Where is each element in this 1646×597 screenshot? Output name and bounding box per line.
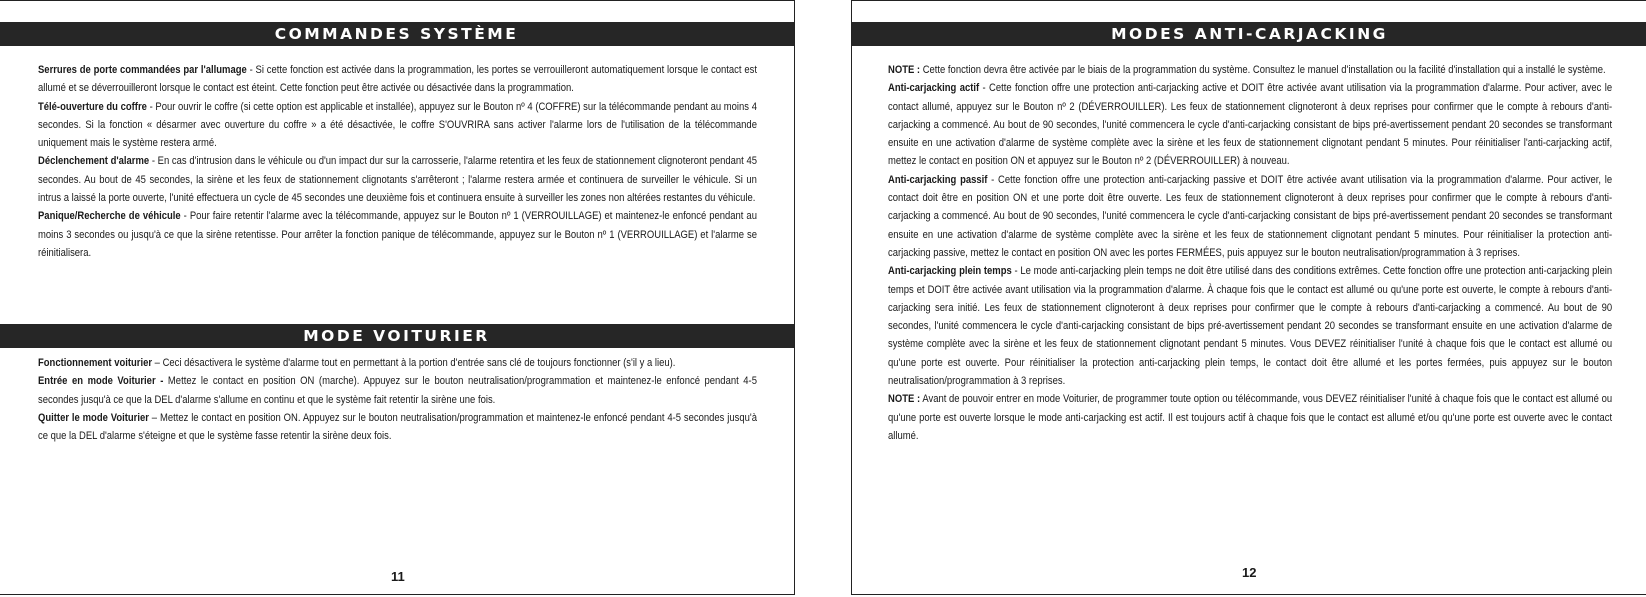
body-text: - Pour ouvrir le coffre (si cette option est applicable et installée), appuyez sur le Bouton nº 4 (COFFRE) sur la télécommande pendant au moins 4 secondes. Si la fonction « désarmer avec ouverture du coffre » a été désactivée, le coffre S'OUVRIRA sans activer l'alarme lors de l'utilisation de la télécommande uniquement mais le système restera armé. <box>38 100 757 150</box>
term: Télé-ouverture du coffre <box>38 100 147 113</box>
anti-carjacking-section <box>888 61 1612 445</box>
body-text: - Cette fonction offre une protection anti-carjacking passive et DOIT être activée avant utilisation via la programmation d'alarme. Pour activer, le contact doit être en position ON et une porte doit être ouverte. Les feux de stationnement clignoteront à deux reprises pour confirmer que le compte à rebours d'anti-carjacking a commencé. Au bout de 90 secondes, l'unité commencera le cycle d'anti-carjacking consistant de bips pré-avertissement pendant 20 secondes se transformant ensuite en une activation d'alarme de système complète avec la sirène et les feux de stationnement clignotant pendant 5 minutes. Pour réinitialiser la protection anti-carjacking passive, mettez le contact en position ON avec les portes FERMÉES, puis appuyez sur le bouton neutralisation/programmation à 3 reprises. <box>888 173 1613 259</box>
term: Entrée en mode Voiturier - <box>38 375 164 388</box>
term: Anti-carjacking plein temps <box>888 265 1012 278</box>
anti-carjacking-header: MODES ANTI-CARJACKING <box>852 22 1646 46</box>
term: Fonctionnement voiturier <box>38 357 153 369</box>
paragraph-plein-temps <box>888 262 1612 390</box>
paragraph-panique <box>38 207 757 262</box>
paragraph-passif <box>888 171 1612 262</box>
body-text: - En cas d'intrusion dans le véhicule ou d'un impact dur sur la carrosserie, l'alarme retentira et les feux de stationnement clignoteront pendant 45 secondes. Au bout de 45 secondes, la sirène et les feux de stationnement clignotants s'arrêteront ; l'alarme restera armée et continuera de surveiller le véhicule. Si un intrus a laissé la porte ouverte, l'unité effectuera un cycle de 45 secondes une deuxième fois et continuera ensuite à surveiller les zones non altérées restantes du véhicule. <box>38 155 757 205</box>
page-number: 11 <box>391 569 405 584</box>
body-text: Mettez le contact en position ON (marche). Appuyez sur le bouton neutralisation/programmation et maintenez-le enfoncé pendant 4-5 secondes jusqu'à ce que la DEL d'alarme s'allume en continu et que le système fait retentir la sirène une fois. <box>38 375 757 406</box>
term: Anti-carjacking passif <box>888 173 988 186</box>
body-text: - Le mode anti-carjacking plein temps ne doit être utilisé dans des conditions extrêmes. Cette fonction offre une protection anti-carjacking plein temps et DOIT être activée avant utilisation via la programmation d'alarme. À chaque fois que le contact est allumé ou qu'une porte est ouverte, le compte à rebours d'anti-carjacking sera initié. Les feux de stationnement clignoteront à deux reprises pour confirmer que le compte à rebours d'anti-carjacking a commencé. Au bout de 90 secondes, l'unité commencera le cycle d'anti-carjacking consistant de bips pré-avertissement pendant 20 secondes se transformant ensuite en une activation d'alarme de système complète avec la sirène et les feux de stationnement clignotant pendant 5 minutes. Vous DEVEZ réinitialiser l'unité à chaque fois que le contact est allumé ou qu'une porte est ouverte. Pour réinitialiser la protection anti-carjacking plein temps, le contact doit être allumé et les portes fermées, puis appuyez sur le bouton neutralisation/programmation à 3 reprises. <box>888 265 1613 388</box>
commandes-systeme-section <box>38 61 757 262</box>
right-page <box>851 0 1646 595</box>
body-text: - Pour faire retentir l'alarme avec la télécommande, appuyez sur le Bouton nº 1 (VERROUILLAGE) et maintenez-le enfoncé pendant au moins 3 secondes ou jusqu'à ce que la sirène retentisse. Pour arrêter la fonction panique de télécommande, appuyez sur le Bouton nº 1 (VERROUILLAGE) et l'alarme se réinitialisera. <box>38 210 757 259</box>
mode-voiturier-header: MODE VOITURIER <box>0 324 794 348</box>
mode-voiturier-section <box>38 354 757 445</box>
body-text: Cette fonction devra être activée par le biais de la programmation du système. Consultez le manuel d'installation ou la facilité d'installation qui a installé le système. <box>920 64 1606 76</box>
term: NOTE : <box>888 64 921 76</box>
body-text: Avant de pouvoir entrer en mode Voiturier, de programmer toute option ou télécommande, vous DEVEZ réinitialiser l'unité à chaque fois que le contact est allumé ou qu'une porte est ouverte lorsque le mode anti-carjacking est actif. Il est toujours actif à chaque fois que le contact est allumé et/ou qu'une porte est ouverte avec le contact allumé. <box>888 393 1613 442</box>
term: Serrures de porte commandées par l'allumage <box>38 64 247 76</box>
paragraph-note-2 <box>888 390 1612 445</box>
paragraph-note-1 <box>888 61 1612 79</box>
paragraph-fonctionnement <box>38 354 757 372</box>
paragraph-entree <box>38 372 757 409</box>
left-page <box>0 0 795 595</box>
term: Quitter le mode Voiturier <box>38 411 149 424</box>
body-text: – Mettez le contact en position ON. Appuyez sur le bouton neutralisation/programmation et maintenez-le enfoncé pendant 4-5 secondes jusqu'à ce que la DEL d'alarme s'éteigne et que le système fasse retentir la sirène deux fois. <box>38 411 757 443</box>
term: NOTE : <box>888 393 921 406</box>
page-number: 12 <box>1242 565 1257 580</box>
paragraph-quitter <box>38 409 757 446</box>
term: Anti-carjacking actif <box>888 82 980 95</box>
paragraph-serrures <box>38 61 757 98</box>
body-text: - Cette fonction offre une protection anti-carjacking active et DOIT être activée avant utilisation via la programmation d'alarme. Pour activer, avec le contact allumé, appuyez sur le Bouton nº 2 (DÉVERROUILLER). Les feux de stationnement clignoteront à deux reprises pour confirmer que le compte à rebours d'anti-carjacking a commencé. Au bout de 90 secondes, l'unité commencera le cycle d'anti-carjacking consistant de bips pré-avertissement pendant 20 secondes se transformant ensuite en une activation d'alarme de système complète avec la sirène et les feux de stationnement clignotant pendant 5 minutes. Pour réinitialiser l'anti-carjacking actif, mettez le contact en position ON et appuyez sur le Bouton nº 2 (DÉVERROUILLER) à nouveau. <box>888 82 1613 168</box>
body-text: – Ceci désactivera le système d'alarme tout en permettant à la portion d'entrée sans clé de toujours fonctionner (s'il y a lieu). <box>152 357 676 369</box>
term: Panique/Recherche de véhicule <box>38 210 181 223</box>
commandes-systeme-header: COMMANDES SYSTÈME <box>0 22 794 46</box>
paragraph-declenchement <box>38 152 757 207</box>
paragraph-actif <box>888 79 1612 170</box>
paragraph-tele-ouverture <box>38 98 757 153</box>
term: Déclenchement d'alarme <box>38 155 150 168</box>
body-text: - Si cette fonction est activée dans la programmation, les portes se verrouilleront automatiquement lorsque le contact est allumé et se déverrouilleront lorsque le contact est éteint. Cette fonction peut être activée ou désactivée dans la programmation. <box>38 64 757 95</box>
